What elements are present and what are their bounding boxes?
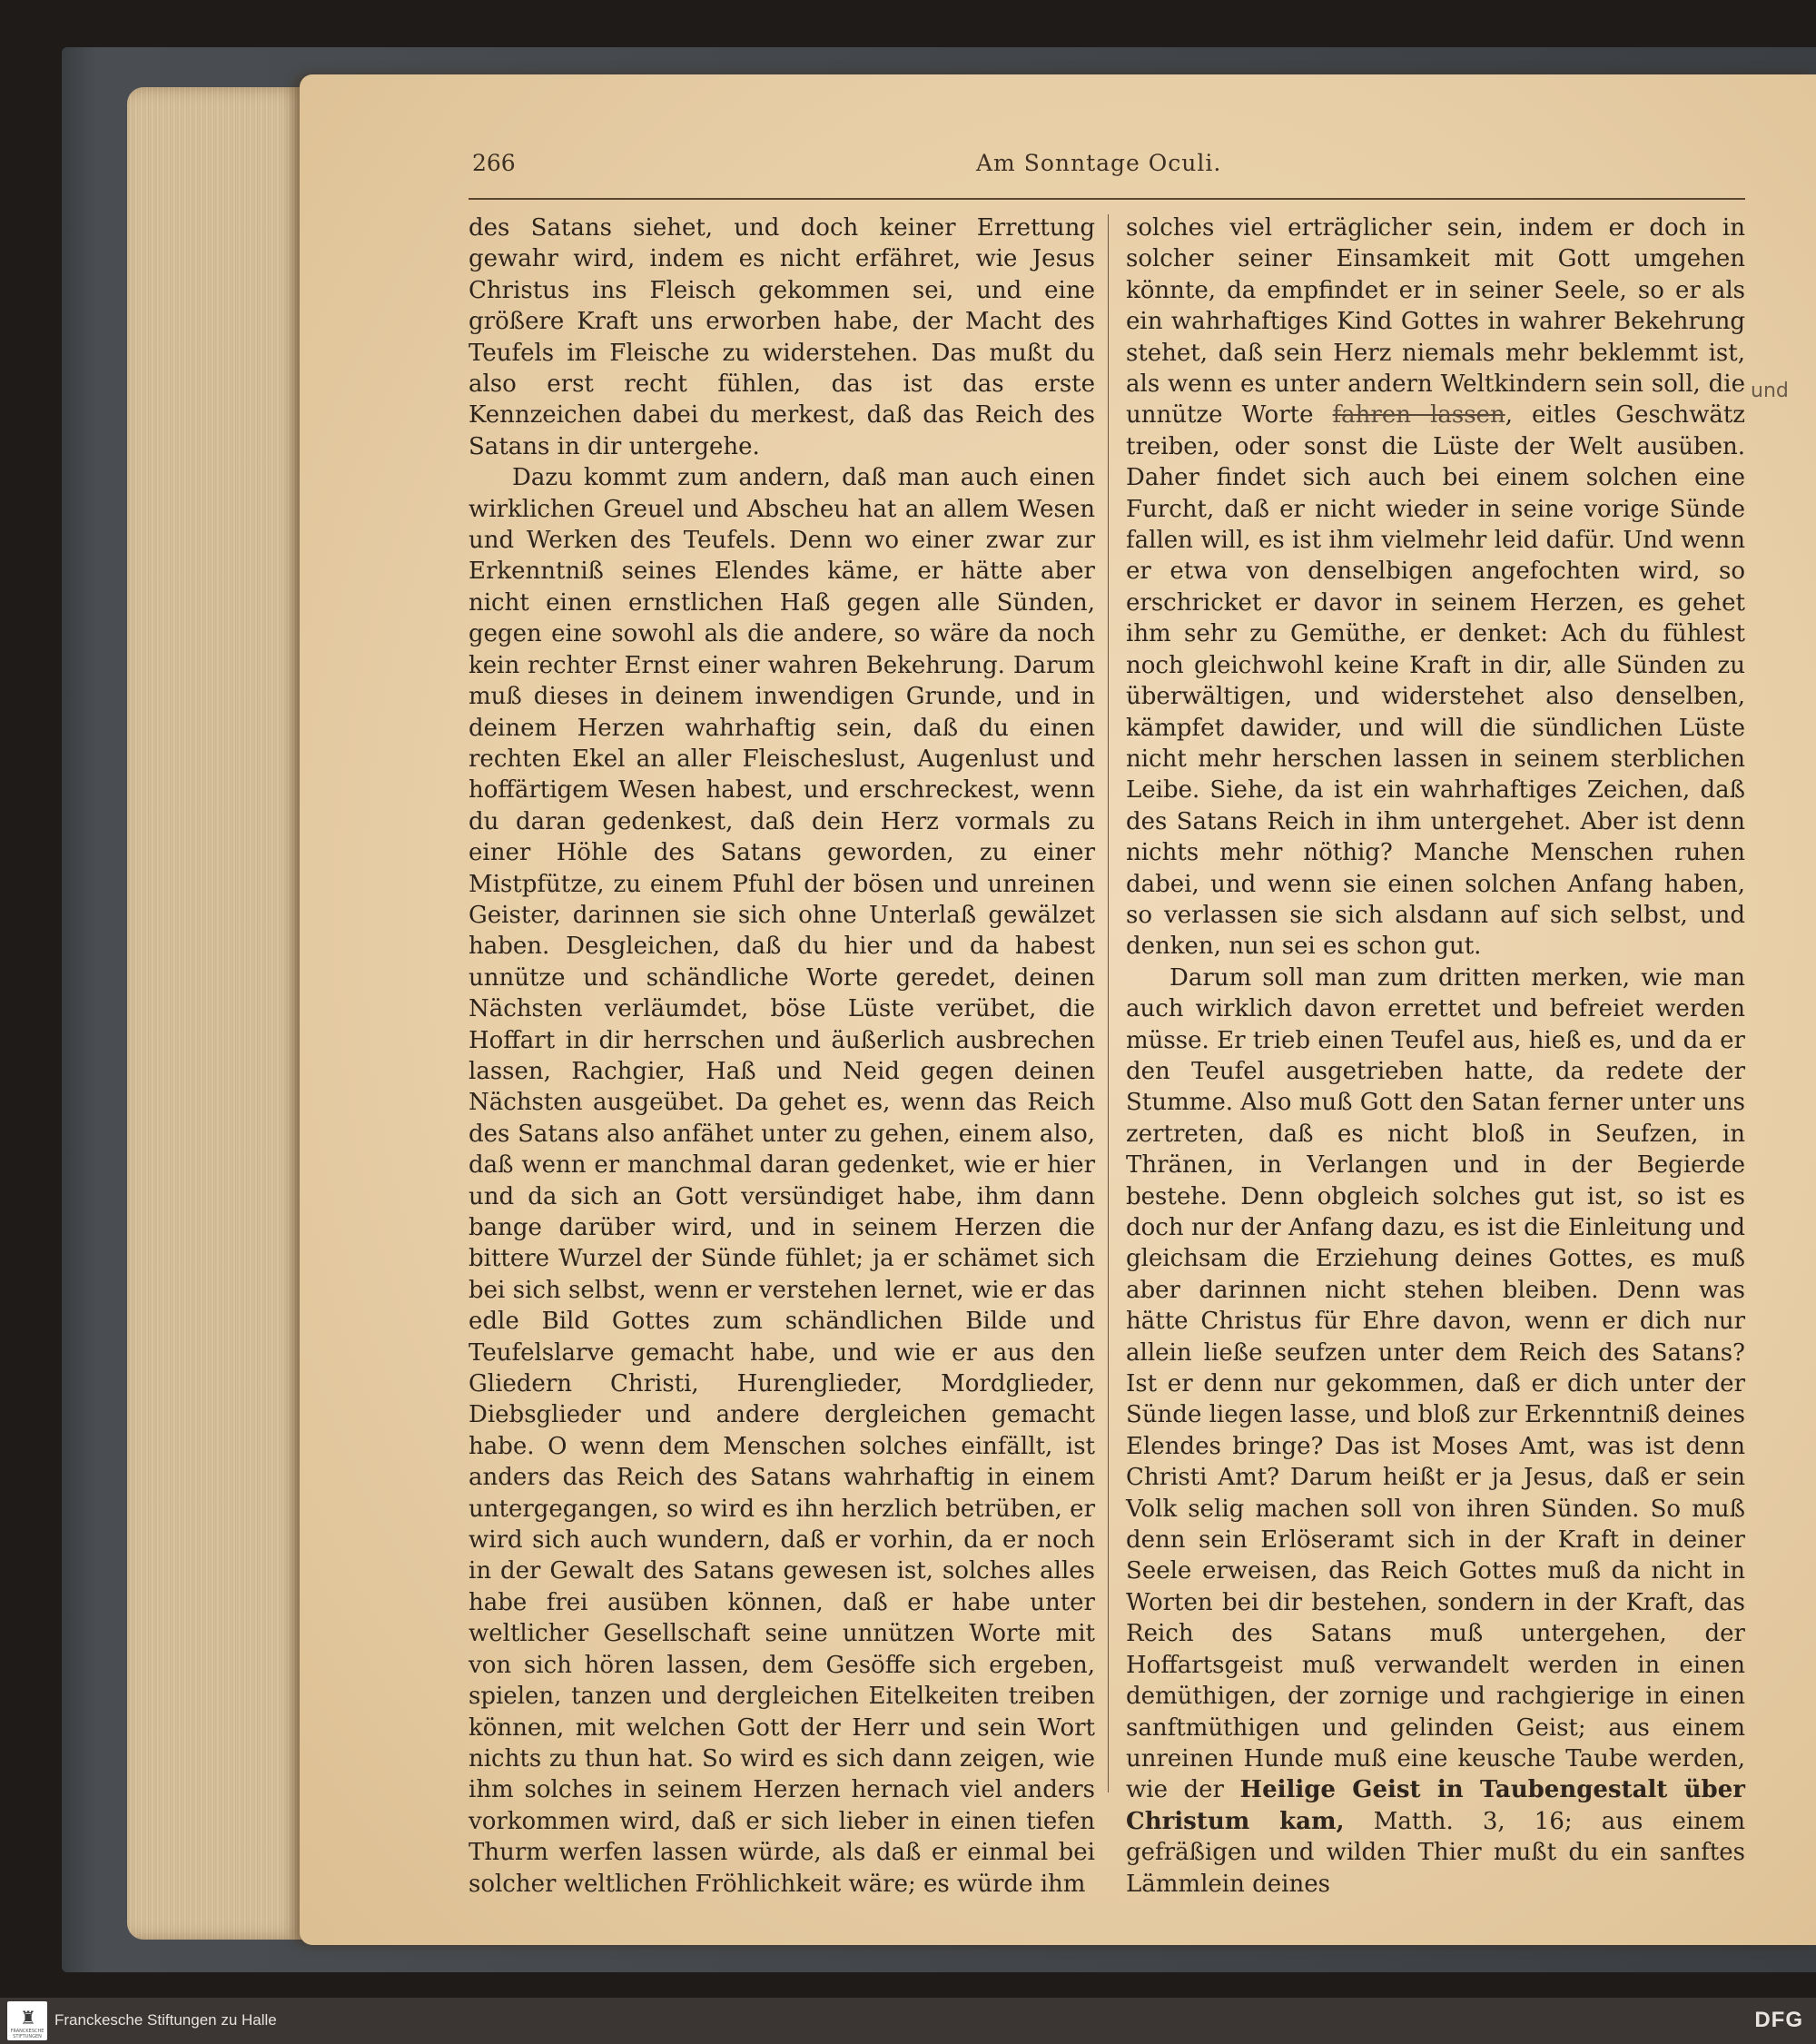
left-paragraph-1: des Satans siehet, und doch keiner Errettung gewahr wird, indem es nicht erfähret, wie Jesus Christus ins Fleisch gekommen sei, und eine größere Kraft uns erworben habe, der Macht des Teufels im Fleische zu widerstehen. Das mußt du also erst recht fühlen, das ist das erste Kennzeichen dabei du merkest, daß das Reich des Satans in dir untergehe. [469,214,1095,460]
bold-phrase: Heilige Geist in Taubengestalt über Christum kam, [1126,1776,1745,1835]
page-number: 266 [472,150,516,176]
running-title: Am Sonntage Oculi. [976,150,1222,176]
emblem-icon: ♜ [20,2007,36,2029]
right-p1-text-b: , eitles Geschwätz treiben, oder sonst die Lüste der Welt ausüben. Daher findet sich auch bei einem solchen eine Furcht, daß er nicht wieder in seine vorige Sünde fallen will, es ist ihm vielmehr leid dafür. Und wenn er etwa von denselbigen angefochten wird, so erschricket er davor in seinem Herzen, es gehet ihm sehr zu Gemüthe, er denket: Ach du fühlest noch gleichwohl keine Kraft in dir, alle Sünden zu überwältigen, und widerstehet also denselben, kämpfet dawider, und will die sündlichen Lüste nicht mehr herschen lassen in seinem sterblichen Leibe. Siehe, da ist ein wahrhaftiges Zeichen, daß des Satans Reich in ihm untergehet. Aber ist denn nichts mehr nöthig? Manche Menschen ruhen dabei, und wenn sie einen solchen Anfang haben, so verlassen sie sich alsdann auf sich selbst, und denken, nun sei es schon gut. [1126,401,1746,961]
handwritten-margin-note: und [1751,380,1789,402]
right-column [1126,212,1745,1900]
viewer-footer [0,1998,1816,2044]
dfg-logo[interactable]: DFG [1754,2008,1803,2032]
right-paragraph-1 [1126,212,1745,963]
right-p1-text-a: solches viel erträglicher sein, indem er doch in solcher seiner Einsamkeit mit Gott umgehen könnte, da empfindet er in seiner Seele, so er als ein wahrhaftiges Kind Gottes in wahrer Bekehrung stehet, daß sein Herz niemals mehr beklemmt ist, als wenn es unter andern Weltkindern sein soll, die unnütze Worte [1126,214,1745,430]
institution-logo[interactable] [7,2001,47,2040]
institution-name[interactable]: Franckesche Stiftungen zu Halle [54,2011,277,2029]
page-edges [127,87,309,1940]
struck-text: fahren lassen [1332,401,1505,430]
left-column [469,212,1095,1900]
right-paragraph-2 [1126,963,1745,1900]
column-divider [1108,214,1109,1792]
right-p2-text-b: Matth. 3, 16; aus einem gefräßigen und wilden Thier mußt du ein sanftes Lämmlein deines [1126,1807,1745,1898]
header-rule [469,198,1745,200]
logo-caption: FRANCKESCHE STIFTUNGEN [10,2029,44,2039]
right-p2-text-a: Darum soll man zum dritten merken, wie man auch wirklich davon errettet und befreiet werden müsse. Er trieb einen Teufel aus, hieß es, und da er den Teufel ausgetrieben hatte, da redete der Stumme. Also muß Gott den Satan ferner unter uns zertreten, daß es nicht bloß in Seufzen, in Thränen, in Verlangen und in der Begierde bestehe. Denn obgleich solches gut ist, so ist es doch nur der Anfang dazu, es ist die Einleitung und gleichsam die Erziehung deines Gottes, es muß aber darinnen nicht stehen bleiben. Denn was hätte Christus für Ehre davon, wenn er dich nur allein ließe seufzen unter dem Reich des Satans? Ist er denn nur gekommen, daß er dich unter der Sünde liegen lasse, und bloß zur Erkenntniß deines Elendes bringe? Das ist Moses Amt, was ist denn Christi Amt? Darum heißt er ja Jesus, daß er sein Volk selig machen soll von ihren Sünden. So muß denn sein Erlöseramt sich in der Kraft in deiner Seele erweisen, das Reich Gottes muß da nicht in Worten bei dir bestehen, sondern in der Kraft, das Reich des Satans muß untergehen, der Hoffartsgeist muß verwandelt werden in einen demüthigen, der zornige und rachgierige in einen sanftmüthigen und gelinden Geist; aus einem unreinen Hunde muß eine keusche Taube werden, wie der [1126,963,1745,1804]
left-paragraph-2: Dazu kommt zum andern, daß man auch einen wirklichen Greuel und Abscheu hat an allem Wesen und Werken des Teufels. Denn wo einer zwar zur Erkenntniß seines Elendes käme, er hätte aber nicht einen ernstlichen Haß gegen alle Sünden, gegen eine sowohl als die andere, so wäre da noch kein rechter Ernst einer wahren Bekehrung. Darum muß dieses in deinem inwendigen Grunde, und in deinem Herzen wahrhaftig sein, daß du einen rechten Ekel an aller Fleischeslust, Augenlust und hoffärtigem Wesen habest, und erschreckest, wenn du daran gedenkest, daß dein Herz vormals zu einer Höhle des Satans geworden, zu einer Mistpfütze, zu einem Pfuhl der bösen und unreinen Geister, darinnen sie sich ohne Unterlaß gewälzet haben. Desgleichen, daß du hier und da habest unnütze und schändliche Worte geredet, deinen Nächsten verläumdet, böse Lüste verübet, die Hoffart in dir herrschen und äußerlich ausbrechen lassen, Rachgier, Haß und Neid gegen deinen Nächsten ausgeübet. Da gehet es, wenn das Reich des Satans also anfähet unter zu gehen, einem also, daß wenn er manchmal daran gedenket, wie er hier und da sich an Gott versündiget habe, ihm dann bange darüber wird, und in seinem Herzen die bittere Wurzel der Sünde fühlet; ja er schämet sich bei sich selbst, wenn er verstehen lernet, wie er das edle Bild Gottes zum schändlichen Bilde und Teufelslarve gemacht habe, und wie er aus den Gliedern Christi, Hurenglieder, Mordglieder, Diebsglieder und andere dergleichen gemacht habe. O wenn dem Menschen solches einfällt, ist anders das Reich des Satans wahrhaftig in einem untergegangen, so wird es ihn herzlich betrüben, er wird sich auch wundern, daß er vorhin, da er noch in der Gewalt des Satans gewesen ist, solches alles habe frei ausüben können, daß er habe unter weltlicher Gesellschaft seine unnützen Worte mit von sich hören lassen, dem Gesöffe sich ergeben, spielen, tanzen und dergleichen Eitelkeiten treiben können, mit welchen Gott der Herr und sein Wort nichts zu thun hat. So wird es sich dann zeigen, wie ihm solches in seinem Herzen hernach viel anders vorkommen wird, daß er sich lieber in einen tiefen Thurm werfen lassen würde, als daß er einmal bei solcher weltlichen Fröhlichkeit wäre; es würde ihm [469,464,1095,1898]
running-head [472,150,1743,186]
